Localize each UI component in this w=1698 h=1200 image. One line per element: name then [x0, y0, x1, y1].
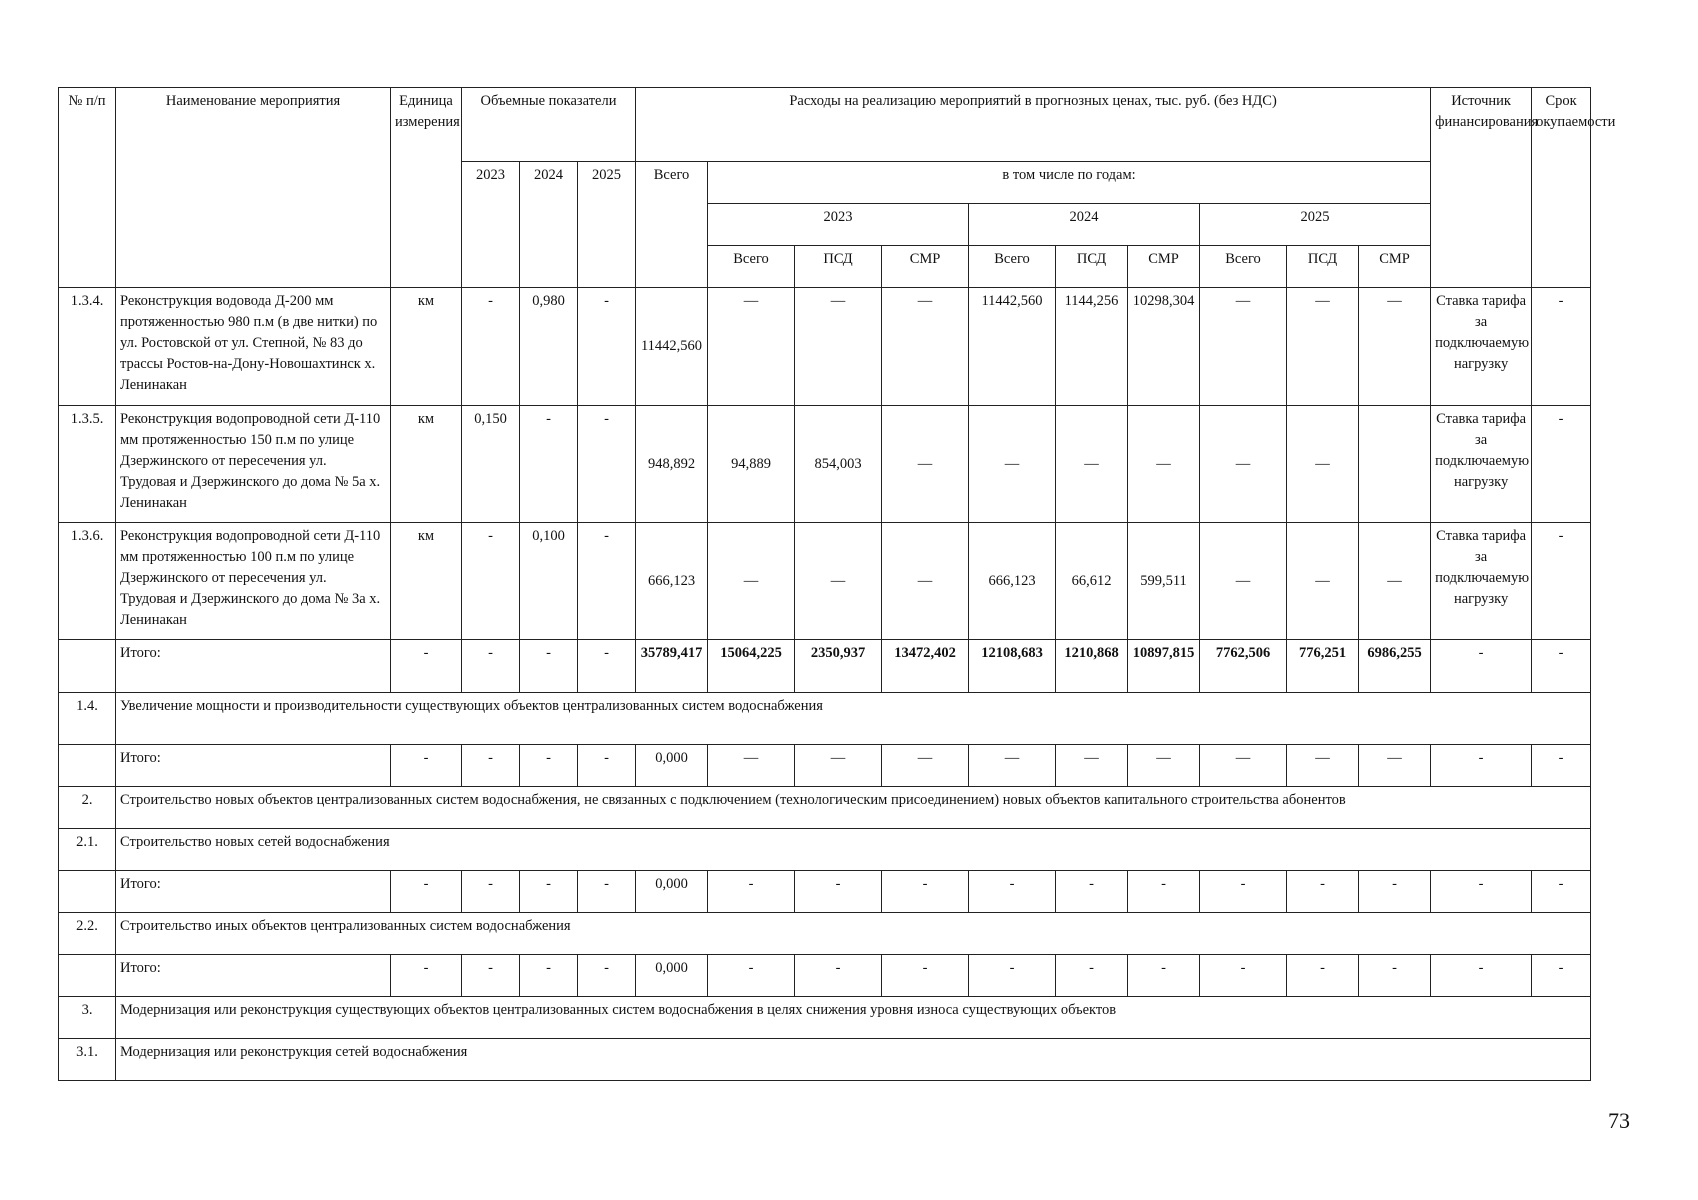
row-cell: — [1287, 406, 1359, 523]
row-cell: — [708, 288, 795, 406]
total-v2024: - [520, 955, 578, 997]
total-payback: - [1532, 871, 1591, 913]
row-cell: 10298,304 [1128, 288, 1200, 406]
total-sum: 0,000 [636, 955, 708, 997]
row-cell: 11442,560 [969, 288, 1056, 406]
header-2025-smr: СМР [1359, 246, 1431, 288]
total-cell: — [1287, 745, 1359, 787]
total-cell: - [882, 955, 969, 997]
section-num: 2. [59, 787, 116, 829]
row-cell: — [795, 523, 882, 640]
row-cell: — [1359, 288, 1431, 406]
row-v2023: 0,150 [462, 406, 520, 523]
row-unit: км [391, 523, 462, 640]
header-costs: Расходы на реализацию мероприятий в прогнозных ценах, тыс. руб. (без НДС) [636, 88, 1431, 162]
total-cell: - [708, 871, 795, 913]
total-sum: 0,000 [636, 871, 708, 913]
section-title: Строительство новых сетей водоснабжения [116, 829, 1591, 871]
total-cell: — [708, 745, 795, 787]
total-cell: 7762,506 [1200, 640, 1287, 693]
row-cell: — [1056, 406, 1128, 523]
row-cell: — [795, 288, 882, 406]
total-cell: — [1056, 745, 1128, 787]
section-row [59, 913, 1591, 955]
total-cell: — [882, 745, 969, 787]
row-cell: — [969, 406, 1056, 523]
total-num [59, 640, 116, 693]
section-row [59, 1039, 1591, 1081]
section-title: Увеличение мощности и производительности существующих объектов централизованных систем водоснабжения [116, 693, 1591, 745]
total-cell: 13472,402 [882, 640, 969, 693]
row-cell: — [1287, 523, 1359, 640]
total-source: - [1431, 871, 1532, 913]
section-num: 1.4. [59, 693, 116, 745]
row-v2024: 0,100 [520, 523, 578, 640]
header-num: № п/п [59, 88, 116, 288]
total-v2023: - [462, 955, 520, 997]
total-cell: 2350,937 [795, 640, 882, 693]
total-v2025: - [578, 955, 636, 997]
row-cell: — [1200, 406, 1287, 523]
total-payback: - [1532, 955, 1591, 997]
header-volume-2023: 2023 [462, 162, 520, 288]
section-num: 2.2. [59, 913, 116, 955]
row-v2025: - [578, 406, 636, 523]
header-2024-psd: ПСД [1056, 246, 1128, 288]
header-unit: Единица измерения [391, 88, 462, 288]
total-cell: - [1287, 955, 1359, 997]
total-source: - [1431, 955, 1532, 997]
total-cell: - [882, 871, 969, 913]
row-total: 666,123 [636, 523, 708, 640]
total-v2025: - [578, 640, 636, 693]
total-row [59, 955, 1591, 997]
total-v2025: - [578, 745, 636, 787]
total-source: - [1431, 640, 1532, 693]
header-by-years: в том числе по годам: [708, 162, 1431, 204]
row-cell: — [882, 523, 969, 640]
total-cell: — [1200, 745, 1287, 787]
row-total: 948,892 [636, 406, 708, 523]
header-volume-2025: 2025 [578, 162, 636, 288]
row-name: Реконструкция водопроводной сети Д-110 мм протяженностью 150 п.м по улице Дзержинского от пересечения ул. Трудовая и Дзержинского до дома № 5а х. Ленинакан [116, 406, 391, 523]
total-cell: 12108,683 [969, 640, 1056, 693]
table-row [59, 288, 1591, 406]
total-cell: - [969, 955, 1056, 997]
total-cell: - [1359, 871, 1431, 913]
total-unit: - [391, 745, 462, 787]
section-row [59, 693, 1591, 745]
row-source: Ставка тарифа за подключаемую нагрузку [1431, 406, 1532, 523]
row-v2025: - [578, 523, 636, 640]
section-num: 2.1. [59, 829, 116, 871]
row-cell [1359, 406, 1431, 523]
row-total: 11442,560 [636, 288, 708, 406]
header-source: Источник финансирования [1431, 88, 1532, 288]
row-v2023: - [462, 523, 520, 640]
header-2023-psd: ПСД [795, 246, 882, 288]
total-cell: — [1128, 745, 1200, 787]
total-payback: - [1532, 745, 1591, 787]
table-row [59, 523, 1591, 640]
total-sum: 35789,417 [636, 640, 708, 693]
row-payback: - [1532, 406, 1591, 523]
row-source: Ставка тарифа за подключаемую нагрузку [1431, 523, 1532, 640]
total-v2024: - [520, 745, 578, 787]
header-total: Всего [636, 162, 708, 288]
row-cell: — [1200, 523, 1287, 640]
row-unit: км [391, 288, 462, 406]
total-cell: - [1128, 955, 1200, 997]
total-unit: - [391, 640, 462, 693]
total-source: - [1431, 745, 1532, 787]
section-row [59, 997, 1591, 1039]
header-volume: Объемные показатели [462, 88, 636, 162]
total-label: Итого: [116, 871, 391, 913]
section-num: 3. [59, 997, 116, 1039]
total-sum: 0,000 [636, 745, 708, 787]
total-unit: - [391, 955, 462, 997]
total-cell: - [795, 955, 882, 997]
row-cell: — [1128, 406, 1200, 523]
header-volume-2024: 2024 [520, 162, 578, 288]
total-cell: — [969, 745, 1056, 787]
section-title: Строительство иных объектов централизованных систем водоснабжения [116, 913, 1591, 955]
row-payback: - [1532, 523, 1591, 640]
total-cell: - [1200, 871, 1287, 913]
section-row [59, 787, 1591, 829]
total-cell: - [969, 871, 1056, 913]
row-cell: 854,003 [795, 406, 882, 523]
row-cell: 666,123 [969, 523, 1056, 640]
row-cell: 66,612 [1056, 523, 1128, 640]
row-v2024: - [520, 406, 578, 523]
header-cost-2024: 2024 [969, 204, 1200, 246]
row-cell: — [1287, 288, 1359, 406]
total-cell: - [1056, 871, 1128, 913]
total-cell: - [795, 871, 882, 913]
total-v2023: - [462, 871, 520, 913]
total-cell: 10897,815 [1128, 640, 1200, 693]
total-label: Итого: [116, 640, 391, 693]
row-v2024: 0,980 [520, 288, 578, 406]
section-num: 3.1. [59, 1039, 116, 1081]
total-cell: - [708, 955, 795, 997]
row-name: Реконструкция водопроводной сети Д-110 мм протяженностью 100 п.м по улице Дзержинского от пересечения ул. Трудовая и Дзержинского до дома № 3а х. Ленинакан [116, 523, 391, 640]
total-row [59, 871, 1591, 913]
total-cell: 776,251 [1287, 640, 1359, 693]
row-cell: — [708, 523, 795, 640]
header-2024-total: Всего [969, 246, 1056, 288]
total-v2023: - [462, 745, 520, 787]
row-name: Реконструкция водовода Д-200 мм протяженностью 980 п.м (в две нитки) по ул. Ростовской от ул. Степной, № 83 до трассы Ростов-на-Дону-Новошахтинск х. Ленинакан [116, 288, 391, 406]
row-num: 1.3.4. [59, 288, 116, 406]
header-2025-psd: ПСД [1287, 246, 1359, 288]
row-cell: — [1359, 523, 1431, 640]
section-title: Модернизация или реконструкция существующих объектов централизованных систем водоснабжения в целях снижения уровня износа существующих объектов [116, 997, 1591, 1039]
total-cell: - [1359, 955, 1431, 997]
row-cell: 1144,256 [1056, 288, 1128, 406]
total-cell: 15064,225 [708, 640, 795, 693]
investment-table [58, 87, 1616, 1081]
header-2023-smr: СМР [882, 246, 969, 288]
total-label: Итого: [116, 745, 391, 787]
header-2025-total: Всего [1200, 246, 1287, 288]
total-cell: - [1128, 871, 1200, 913]
section-row [59, 829, 1591, 871]
total-row [59, 640, 1591, 693]
total-label: Итого: [116, 955, 391, 997]
total-v2025: - [578, 871, 636, 913]
total-unit: - [391, 871, 462, 913]
row-cell: 94,889 [708, 406, 795, 523]
total-num [59, 745, 116, 787]
page-number: 73 [1608, 1108, 1630, 1133]
total-num [59, 955, 116, 997]
total-cell: - [1056, 955, 1128, 997]
row-v2025: - [578, 288, 636, 406]
section-title: Модернизация или реконструкция сетей водоснабжения [116, 1039, 1591, 1081]
header-cost-2025: 2025 [1200, 204, 1431, 246]
total-num [59, 871, 116, 913]
header-cost-2023: 2023 [708, 204, 969, 246]
total-cell: — [1359, 745, 1431, 787]
row-v2023: - [462, 288, 520, 406]
total-payback: - [1532, 640, 1591, 693]
row-cell: 599,511 [1128, 523, 1200, 640]
total-cell: 1210,868 [1056, 640, 1128, 693]
row-num: 1.3.6. [59, 523, 116, 640]
row-unit: км [391, 406, 462, 523]
row-num: 1.3.5. [59, 406, 116, 523]
row-payback: - [1532, 288, 1591, 406]
row-source: Ставка тарифа за подключаемую нагрузку [1431, 288, 1532, 406]
total-v2024: - [520, 871, 578, 913]
section-title: Строительство новых объектов централизованных систем водоснабжения, не связанных с подключением (технологическим присоединением) новых объектов капитального строительства абонентов [116, 787, 1591, 829]
header-payback: Срок окупаемости [1532, 88, 1591, 288]
row-cell: — [882, 406, 969, 523]
row-cell: — [1200, 288, 1287, 406]
header-2023-total: Всего [708, 246, 795, 288]
total-cell: - [1287, 871, 1359, 913]
total-cell: - [1200, 955, 1287, 997]
row-cell: — [882, 288, 969, 406]
total-v2023: - [462, 640, 520, 693]
header-2024-smr: СМР [1128, 246, 1200, 288]
header-name: Наименование мероприятия [116, 88, 391, 288]
total-v2024: - [520, 640, 578, 693]
total-cell: — [795, 745, 882, 787]
total-cell: 6986,255 [1359, 640, 1431, 693]
total-row [59, 745, 1591, 787]
table-row [59, 406, 1591, 523]
